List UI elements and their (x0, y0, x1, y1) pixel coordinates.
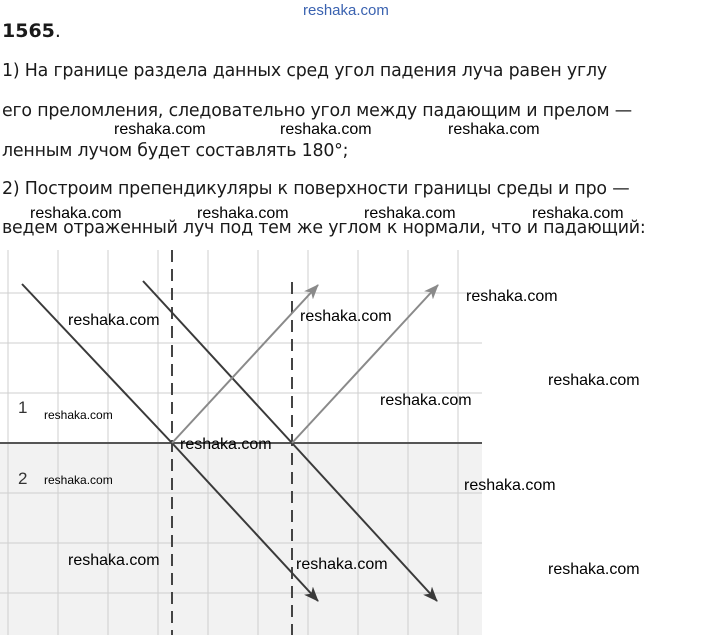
watermark: reshaka.com (68, 552, 160, 569)
reflected-ray-1 (172, 285, 318, 443)
watermark: reshaka.com (300, 308, 392, 325)
watermark: reshaka.com (114, 121, 206, 138)
watermark: reshaka.com (30, 205, 122, 222)
watermark: reshaka.com (296, 556, 388, 573)
watermark: reshaka.com (464, 477, 556, 494)
text-line-3: ленным лучом будет составлять 180°; (2, 141, 349, 161)
lower-medium-area (0, 443, 482, 635)
problem-number: 1565. (2, 20, 61, 42)
watermark: reshaka.com (548, 561, 640, 578)
watermark: reshaka.com (548, 372, 640, 389)
text-line-5: ведем отраженный луч под тем же углом к нормали, что и падающий: (2, 218, 646, 238)
watermark: reshaka.com (380, 392, 472, 409)
watermark: reshaka.com (448, 121, 540, 138)
watermark: reshaka.com (44, 408, 113, 422)
text-line-1: 1) На границе раздела данных сред угол падения луча равен углу (2, 61, 607, 81)
medium-1-label: 1 (18, 398, 28, 417)
watermark: reshaka.com (180, 436, 272, 453)
text-line-4: 2) Построим препендикуляры к поверхности границы среды и про — (2, 179, 630, 199)
watermark: reshaka.com (197, 205, 289, 222)
medium-2-label: 2 (18, 469, 28, 488)
watermark: reshaka.com (532, 205, 624, 222)
site-watermark: reshaka.com (303, 2, 389, 19)
incident-ray-2 (143, 281, 292, 443)
watermark: reshaka.com (466, 288, 558, 305)
watermark: reshaka.com (364, 205, 456, 222)
text-line-2: его преломления, следовательно угол между падающим и прелом — (2, 101, 632, 121)
watermark: reshaka.com (44, 473, 113, 487)
watermark: reshaka.com (68, 312, 160, 329)
watermark: reshaka.com (280, 121, 372, 138)
